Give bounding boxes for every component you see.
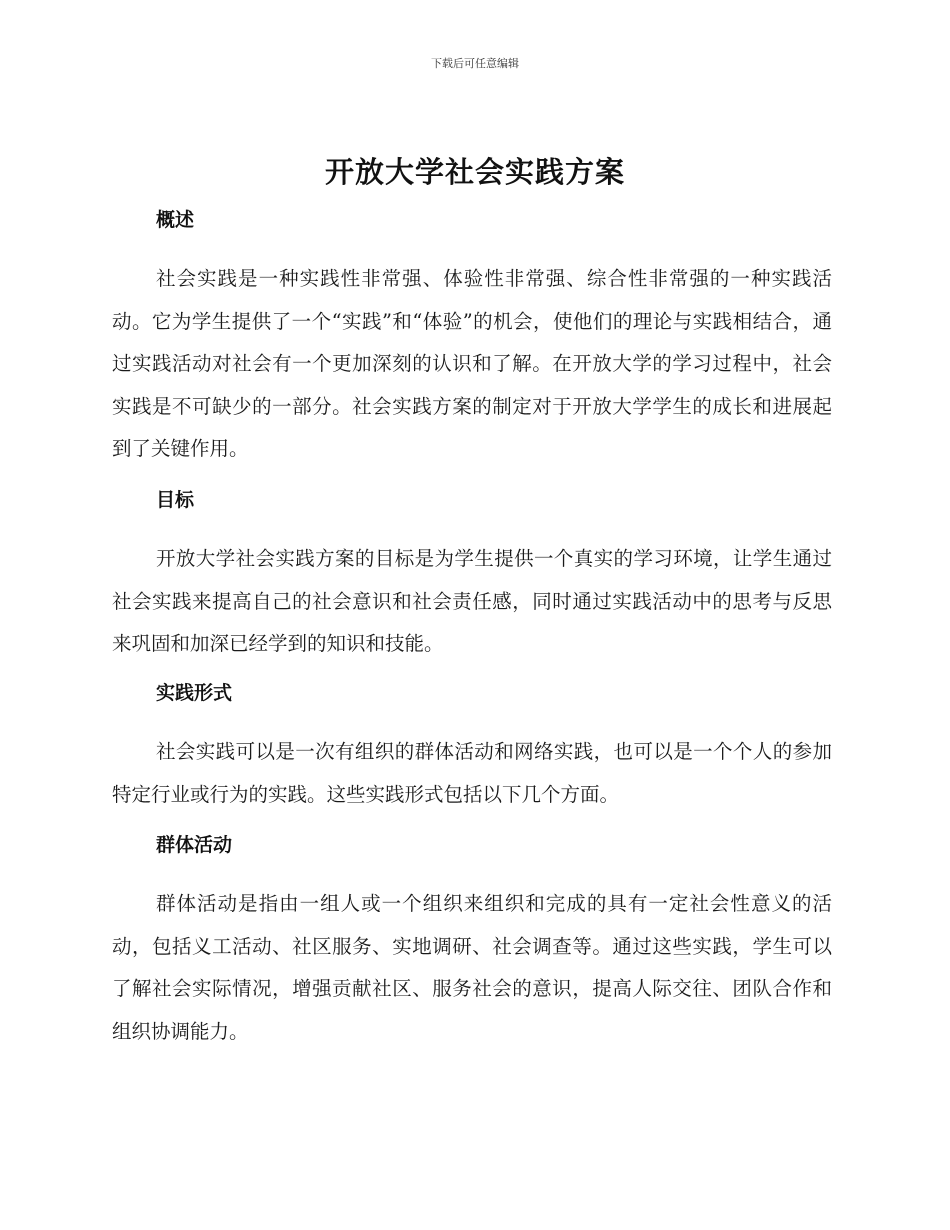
section-heading: 群体活动 — [156, 834, 233, 856]
section-heading: 概述 — [156, 209, 195, 231]
section-paragraph: 社会实践可以是一次有组织的群体活动和网络实践，也可以是一个个人的参加特定行业或行为的实践。这些实践形式包括以下几个方面。 — [112, 740, 832, 806]
section-heading: 实践形式 — [156, 682, 233, 704]
section-heading: 目标 — [156, 489, 195, 511]
section-goal — [112, 485, 832, 666]
section-overview — [112, 205, 832, 471]
section-paragraph: 开放大学社会实践方案的目标是为学生提供一个真实的学习环境，让学生通过社会实践来提高自己的社会意识和社会责任感，同时通过实践活动中的思考与反思来巩固和加深已经学到的知识和技能。 — [112, 547, 832, 655]
section-practice-forms — [112, 678, 832, 816]
section-group-activities — [112, 830, 832, 1053]
page-header-note: 下载后可任意编辑 — [431, 57, 519, 70]
document-title: 开放大学社会实践方案 — [324, 155, 625, 189]
section-paragraph: 群体活动是指由一组人或一个组织来组织和完成的具有一定社会性意义的活动，包括义工活动、社区服务、实地调研、社会调查等。通过这些实践，学生可以了解社会实际情况，增强贡献社区、服务社会的意识，提高人际交往、团队合作和组织协调能力。 — [112, 892, 832, 1043]
section-paragraph: 社会实践是一种实践性非常强、体验性非常强、综合性非常强的一种实践活动。它为学生提供了一个“实践”和“体验”的机会，使他们的理论与实践相结合，通过实践活动对社会有一个更加深刻的认识和了解。在开放大学的学习过程中，社会实践是不可缺少的一部分。社会实践方案的制定对于开放大学学生的成长和进展起到了关键作用。 — [112, 267, 832, 460]
